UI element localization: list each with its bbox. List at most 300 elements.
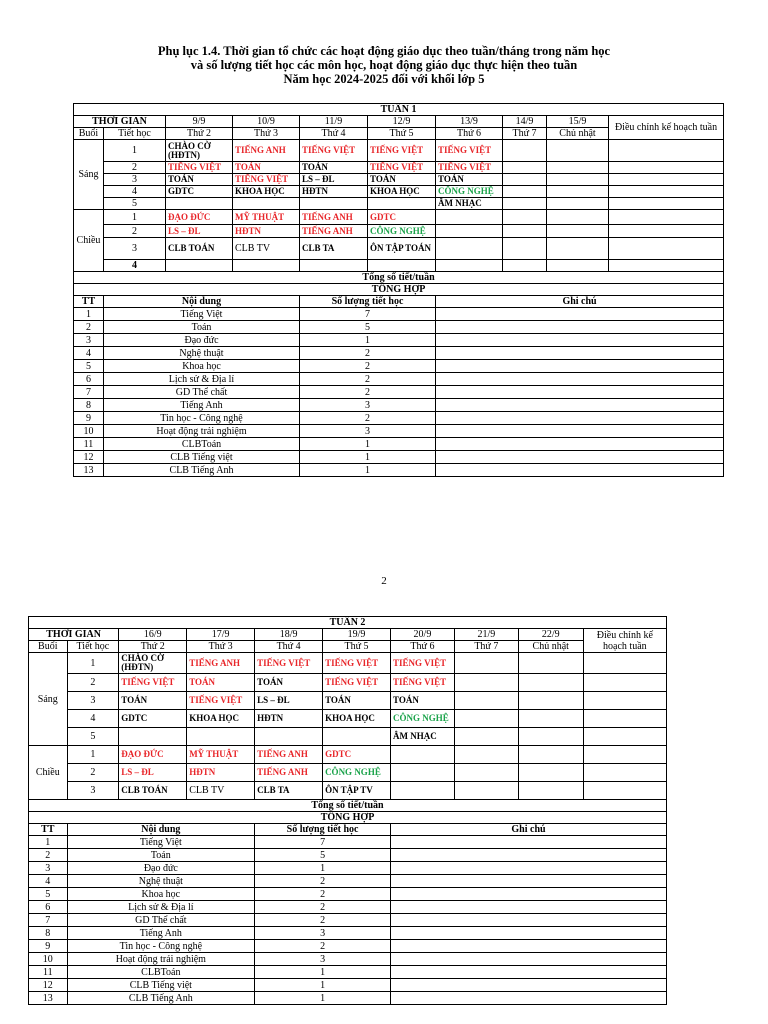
- summary-row: [74, 464, 724, 477]
- date-cell: 21/9: [454, 629, 518, 641]
- empty-cell-cn: [518, 764, 583, 782]
- subject-cell: [368, 186, 436, 198]
- summary-title-row: [29, 812, 667, 824]
- summary-row: [74, 438, 724, 451]
- summary-note: [436, 321, 724, 334]
- subject-label: TOÁN: [393, 695, 419, 705]
- subject-label: GDTC: [325, 749, 352, 759]
- day-header-thu4: Thứ 4: [255, 641, 323, 653]
- adjustment-cell: [583, 746, 666, 764]
- date-row: [29, 629, 667, 641]
- summary-tt: 6: [29, 901, 68, 914]
- subject-cell: [166, 174, 233, 186]
- subject-label: TIẾNG VIỆT: [121, 677, 175, 687]
- summary-tt: 3: [74, 334, 104, 347]
- week-label-row: [29, 617, 667, 629]
- adjustment-cell: [609, 198, 724, 210]
- period-row: [74, 162, 724, 174]
- subject-label: ÔN TẬP TV: [325, 785, 373, 795]
- period-row: [29, 653, 667, 674]
- subject-cell: [166, 225, 233, 238]
- period-number: 4: [104, 260, 166, 272]
- summary-tt: 2: [74, 321, 104, 334]
- subject-label: TIẾNG ANH: [302, 225, 353, 236]
- subject-cell: [368, 260, 436, 272]
- summary-tt: 12: [74, 451, 104, 464]
- summary-count: 2: [300, 360, 436, 373]
- summary-tt: 1: [29, 836, 68, 849]
- summary-count: 3: [300, 399, 436, 412]
- adjustment-cell: [609, 140, 724, 162]
- period-row: [74, 260, 724, 272]
- summary-count: 7: [300, 308, 436, 321]
- summary-count: 2: [255, 914, 391, 927]
- subject-cell: [391, 692, 455, 710]
- period-number: 2: [67, 674, 119, 692]
- summary-note: [436, 334, 724, 347]
- period-row: [29, 674, 667, 692]
- adjustment-cell: [609, 260, 724, 272]
- summary-count: 2: [255, 901, 391, 914]
- day-header-cn: Chủ nhật: [518, 641, 583, 653]
- summary-row: [29, 992, 667, 1005]
- subject-cell: [300, 140, 368, 162]
- summary-note: [436, 399, 724, 412]
- summary-content: Tin học - Công nghệ: [67, 940, 255, 953]
- subject-label: KHOA HỌC: [370, 186, 420, 196]
- date-cell: 12/9: [368, 116, 436, 128]
- date-cell: 10/9: [233, 116, 300, 128]
- subject-cell: [391, 674, 455, 692]
- summary-note: [391, 862, 667, 875]
- empty-cell-thu7: [454, 674, 518, 692]
- period-number: 1: [67, 653, 119, 674]
- date-cell: 18/9: [255, 629, 323, 641]
- date-cell: 14/9: [503, 116, 547, 128]
- subject-cell: [187, 653, 255, 674]
- summary-row: [29, 927, 667, 940]
- empty-cell-thu7: [503, 174, 547, 186]
- week-label: TUẦN 1: [74, 104, 724, 116]
- summary-count: 2: [300, 347, 436, 360]
- summary-content: Khoa học: [67, 888, 255, 901]
- subject-cell: [166, 186, 233, 198]
- thoi-gian-header: THỜI GIAN: [74, 116, 166, 128]
- subject-label: TIẾNG VIỆT: [325, 657, 379, 668]
- subject-cell: [233, 174, 300, 186]
- summary-row: [74, 360, 724, 373]
- subject-label: ĐẠO ĐỨC: [121, 749, 164, 759]
- subject-cell: [166, 162, 233, 174]
- summary-count: 2: [255, 888, 391, 901]
- subject-cell: [436, 198, 503, 210]
- subject-label: CÔNG NGHỆ: [438, 186, 494, 196]
- summary-tt: 9: [29, 940, 68, 953]
- day-header-thu4: Thứ 4: [300, 128, 368, 140]
- summary-row: [29, 836, 667, 849]
- subject-cell: [166, 210, 233, 225]
- subject-cell: [233, 186, 300, 198]
- period-number: 2: [104, 225, 166, 238]
- period-row: [29, 710, 667, 728]
- subject-cell: [391, 746, 455, 764]
- subject-cell: [391, 764, 455, 782]
- subject-label: CLB TV: [189, 785, 225, 796]
- thoi-gian-header: THỜI GIAN: [29, 629, 119, 641]
- summary-count: 2: [255, 875, 391, 888]
- subject-cell: [255, 653, 323, 674]
- subject-label: CHÀO CỜ (HĐTN): [121, 653, 164, 672]
- subject-label: ÂM NHẠC: [393, 731, 437, 741]
- subject-label: HĐTN: [235, 225, 262, 236]
- summary-count: 2: [300, 373, 436, 386]
- total-label: Tổng số tiết/tuần: [74, 272, 724, 284]
- subject-label: TIẾNG VIỆT: [235, 174, 289, 184]
- date-cell: 17/9: [187, 629, 255, 641]
- subject-label: CÔNG NGHỆ: [325, 767, 381, 777]
- summary-content: Nghệ thuật: [104, 347, 300, 360]
- summary-note: [436, 347, 724, 360]
- summary-title-row: [74, 284, 724, 296]
- summary-note: [391, 849, 667, 862]
- subject-label: TIẾNG ANH: [257, 767, 308, 777]
- subject-label: TIẾNG ANH: [189, 657, 240, 668]
- period-number: 5: [104, 198, 166, 210]
- session-chieu: Chiều: [29, 746, 68, 800]
- summary-content: CLB Tiếng việt: [104, 451, 300, 464]
- summary-note: [391, 992, 667, 1005]
- empty-cell-thu7: [454, 653, 518, 674]
- summary-content: CLBToán: [104, 438, 300, 451]
- adjustment-cell: [609, 162, 724, 174]
- summary-row: [29, 862, 667, 875]
- summary-note: [436, 425, 724, 438]
- subject-cell: [391, 710, 455, 728]
- subject-cell: [255, 692, 323, 710]
- summary-content: Tiếng Việt: [104, 308, 300, 321]
- subject-cell: [166, 140, 233, 162]
- period-row: [74, 186, 724, 198]
- summary-note: [436, 386, 724, 399]
- summary-note: [436, 308, 724, 321]
- summary-note: [436, 451, 724, 464]
- summary-tt: 7: [74, 386, 104, 399]
- summary-row: [29, 914, 667, 927]
- empty-cell-cn: [547, 162, 609, 174]
- summary-tt: 8: [29, 927, 68, 940]
- summary-note: [436, 464, 724, 477]
- subject-label: TOÁN: [325, 695, 351, 705]
- subject-cell: [391, 782, 455, 800]
- summary-row: [29, 849, 667, 862]
- subject-cell: [436, 186, 503, 198]
- empty-cell-cn: [518, 674, 583, 692]
- empty-cell-cn: [547, 238, 609, 260]
- subject-cell: [233, 210, 300, 225]
- subject-cell: [300, 260, 368, 272]
- summary-content: Tiếng Anh: [67, 927, 255, 940]
- subject-label: TIẾNG VIỆT: [393, 657, 447, 668]
- subject-cell: [323, 692, 391, 710]
- summary-note: [391, 966, 667, 979]
- summary-content: Lịch sử & Địa lí: [67, 901, 255, 914]
- period-number: 2: [67, 764, 119, 782]
- empty-cell-thu7: [503, 140, 547, 162]
- summary-count: 1: [255, 979, 391, 992]
- summary-header-row: [29, 824, 667, 836]
- summary-note: [436, 438, 724, 451]
- count-header: Số lượng tiết học: [255, 824, 391, 836]
- subject-cell: [255, 728, 323, 746]
- subject-label: KHOA HỌC: [325, 713, 375, 723]
- subject-cell: [233, 260, 300, 272]
- page-number: 2: [381, 575, 387, 587]
- summary-note: [391, 927, 667, 940]
- empty-cell-cn: [547, 225, 609, 238]
- summary-row: [74, 412, 724, 425]
- summary-row: [29, 901, 667, 914]
- empty-cell-thu7: [503, 238, 547, 260]
- subject-label: LS – ĐL: [168, 225, 201, 236]
- period-row: [74, 198, 724, 210]
- adjustment-cell: [609, 238, 724, 260]
- day-header-thu6: Thứ 6: [391, 641, 455, 653]
- date-row: [74, 116, 724, 128]
- empty-cell-thu7: [454, 692, 518, 710]
- subject-cell: [368, 210, 436, 225]
- subject-cell: [323, 728, 391, 746]
- subject-cell: [368, 140, 436, 162]
- subject-label: TIẾNG VIỆT: [325, 677, 379, 687]
- subject-label: TIẾNG VIỆT: [189, 695, 243, 705]
- subject-label: GDTC: [168, 186, 195, 196]
- summary-content: Khoa học: [104, 360, 300, 373]
- summary-row: [74, 373, 724, 386]
- empty-cell-cn: [547, 198, 609, 210]
- subject-label: ÂM NHẠC: [438, 198, 482, 208]
- tt-header: TT: [74, 296, 104, 308]
- subject-label: MỸ THUẬT: [189, 749, 239, 759]
- summary-count: 2: [300, 412, 436, 425]
- empty-cell-cn: [547, 174, 609, 186]
- period-row: [74, 140, 724, 162]
- adjustment-cell: [583, 764, 666, 782]
- summary-count: 2: [300, 386, 436, 399]
- subject-label: GDTC: [370, 211, 397, 222]
- empty-cell-cn: [547, 186, 609, 198]
- adjustment-cell: [609, 210, 724, 225]
- subject-cell: [300, 174, 368, 186]
- summary-tt: 3: [29, 862, 68, 875]
- subject-cell: [323, 764, 391, 782]
- subject-cell: [255, 764, 323, 782]
- summary-tt: 6: [74, 373, 104, 386]
- summary-count: 5: [255, 849, 391, 862]
- date-cell: 22/9: [518, 629, 583, 641]
- subject-label: TIẾNG VIỆT: [168, 162, 222, 172]
- empty-cell-cn: [518, 653, 583, 674]
- day-header-thu6: Thứ 6: [436, 128, 503, 140]
- subject-label: ÔN TẬP TOÁN: [370, 243, 432, 253]
- day-header-thu5: Thứ 5: [323, 641, 391, 653]
- date-cell: 9/9: [166, 116, 233, 128]
- adjustment-cell: [583, 710, 666, 728]
- subject-label: TIẾNG VIỆT: [438, 162, 492, 172]
- subject-label: LS – ĐL: [121, 767, 154, 777]
- summary-content: Hoạt động trải nghiệm: [104, 425, 300, 438]
- subject-cell: [391, 653, 455, 674]
- subject-cell: [368, 198, 436, 210]
- summary-row: [29, 953, 667, 966]
- date-cell: 11/9: [300, 116, 368, 128]
- empty-cell-cn: [547, 210, 609, 225]
- summary-header-row: [74, 296, 724, 308]
- period-row: [74, 174, 724, 186]
- summary-tt: 10: [29, 953, 68, 966]
- empty-cell-thu7: [503, 198, 547, 210]
- empty-cell-thu7: [454, 728, 518, 746]
- subject-label: TIẾNG VIỆT: [257, 657, 311, 668]
- subject-cell: [436, 260, 503, 272]
- summary-tt: 9: [74, 412, 104, 425]
- subject-label: TOÁN: [257, 677, 283, 687]
- day-header-tiet_hoc: Tiết học: [67, 641, 119, 653]
- period-number: 1: [104, 140, 166, 162]
- day-header-buoi: Buổi: [74, 128, 104, 140]
- day-header-thu5: Thứ 5: [368, 128, 436, 140]
- period-row: [29, 782, 667, 800]
- tt-header: TT: [29, 824, 68, 836]
- empty-cell-thu7: [503, 162, 547, 174]
- summary-tt: 13: [29, 992, 68, 1005]
- period-row: [74, 238, 724, 260]
- subject-label: HĐTN: [302, 186, 329, 196]
- summary-content: CLB Tiếng Anh: [104, 464, 300, 477]
- adjustment-cell: [609, 186, 724, 198]
- subject-label: TIẾNG VIỆT: [393, 677, 447, 687]
- summary-row: [74, 425, 724, 438]
- day-row: [29, 641, 667, 653]
- subject-cell: [255, 746, 323, 764]
- subject-cell: [119, 728, 187, 746]
- summary-tt: 4: [74, 347, 104, 360]
- subject-cell: [391, 728, 455, 746]
- summary-tt: 1: [74, 308, 104, 321]
- subject-cell: [323, 653, 391, 674]
- subject-label: KHOA HỌC: [235, 186, 285, 196]
- summary-row: [74, 386, 724, 399]
- empty-cell-thu7: [454, 710, 518, 728]
- subject-label: CLB TA: [302, 243, 335, 253]
- subject-cell: [119, 653, 187, 674]
- period-number: 3: [104, 238, 166, 260]
- empty-cell-thu7: [454, 746, 518, 764]
- date-cell: 20/9: [391, 629, 455, 641]
- subject-cell: [233, 225, 300, 238]
- subject-cell: [368, 225, 436, 238]
- subject-cell: [119, 782, 187, 800]
- empty-cell-cn: [518, 710, 583, 728]
- summary-content: Toán: [104, 321, 300, 334]
- subject-cell: [187, 728, 255, 746]
- adjustment-cell: [583, 653, 666, 674]
- date-cell: 16/9: [119, 629, 187, 641]
- subject-cell: [119, 764, 187, 782]
- summary-tt: 12: [29, 979, 68, 992]
- week-1-table: [73, 103, 724, 477]
- subject-label: HĐTN: [189, 767, 216, 777]
- subject-cell: [323, 674, 391, 692]
- summary-content: Tiếng Anh: [104, 399, 300, 412]
- summary-tt: 7: [29, 914, 68, 927]
- empty-cell-thu7: [454, 764, 518, 782]
- summary-note: [436, 412, 724, 425]
- title-line-1: Phụ lục 1.4. Thời gian tổ chức các hoạt động giáo dục theo tuần/tháng trong năm học: [157, 44, 611, 58]
- summary-title: TỔNG HỢP: [74, 284, 724, 296]
- summary-row: [29, 966, 667, 979]
- summary-content: CLB Tiếng Anh: [67, 992, 255, 1005]
- subject-cell: [436, 162, 503, 174]
- period-number: 4: [104, 186, 166, 198]
- subject-cell: [187, 746, 255, 764]
- subject-label: TIẾNG ANH: [302, 211, 353, 222]
- subject-label: MỸ THUẬT: [235, 211, 285, 222]
- subject-label: TOÁN: [438, 174, 464, 184]
- summary-count: 7: [255, 836, 391, 849]
- title-line-3: Năm học 2024-2025 đối với khối lớp 5: [283, 72, 485, 86]
- empty-cell-cn: [547, 260, 609, 272]
- day-header-thu7: Thứ 7: [454, 641, 518, 653]
- subject-label: TIẾNG VIỆT: [370, 162, 424, 172]
- period-number: 5: [67, 728, 119, 746]
- adjustment-cell: [583, 782, 666, 800]
- summary-content: Nghệ thuật: [67, 875, 255, 888]
- empty-cell-cn: [518, 692, 583, 710]
- summary-count: 3: [255, 953, 391, 966]
- week-2-table: [28, 616, 667, 1005]
- subject-cell: [187, 692, 255, 710]
- summary-count: 1: [255, 966, 391, 979]
- summary-count: 1: [300, 438, 436, 451]
- summary-row: [74, 451, 724, 464]
- date-cell: 19/9: [323, 629, 391, 641]
- summary-content: Đạo đức: [67, 862, 255, 875]
- summary-row: [29, 940, 667, 953]
- period-row: [29, 746, 667, 764]
- note-header: Ghi chú: [436, 296, 724, 308]
- day-header-thu3: Thứ 3: [233, 128, 300, 140]
- summary-tt: 5: [29, 888, 68, 901]
- date-cell: 15/9: [547, 116, 609, 128]
- summary-note: [391, 979, 667, 992]
- title-line-2: và số lượng tiết học các môn học, hoạt động giáo dục thực hiện theo tuần: [190, 58, 578, 72]
- summary-count: 1: [300, 334, 436, 347]
- subject-label: GDTC: [121, 713, 148, 723]
- summary-count: 1: [300, 464, 436, 477]
- subject-label: TOÁN: [189, 677, 216, 687]
- subject-label: TOÁN: [235, 162, 261, 172]
- subject-cell: [187, 782, 255, 800]
- summary-row: [74, 321, 724, 334]
- day-header-buoi: Buổi: [29, 641, 68, 653]
- summary-count: 1: [300, 451, 436, 464]
- summary-tt: 2: [29, 849, 68, 862]
- summary-content: Lịch sử & Địa lí: [104, 373, 300, 386]
- session-sang: Sáng: [74, 140, 104, 210]
- subject-label: TIẾNG ANH: [257, 749, 308, 759]
- summary-content: GD Thể chất: [67, 914, 255, 927]
- subject-label: LS – ĐL: [257, 695, 290, 705]
